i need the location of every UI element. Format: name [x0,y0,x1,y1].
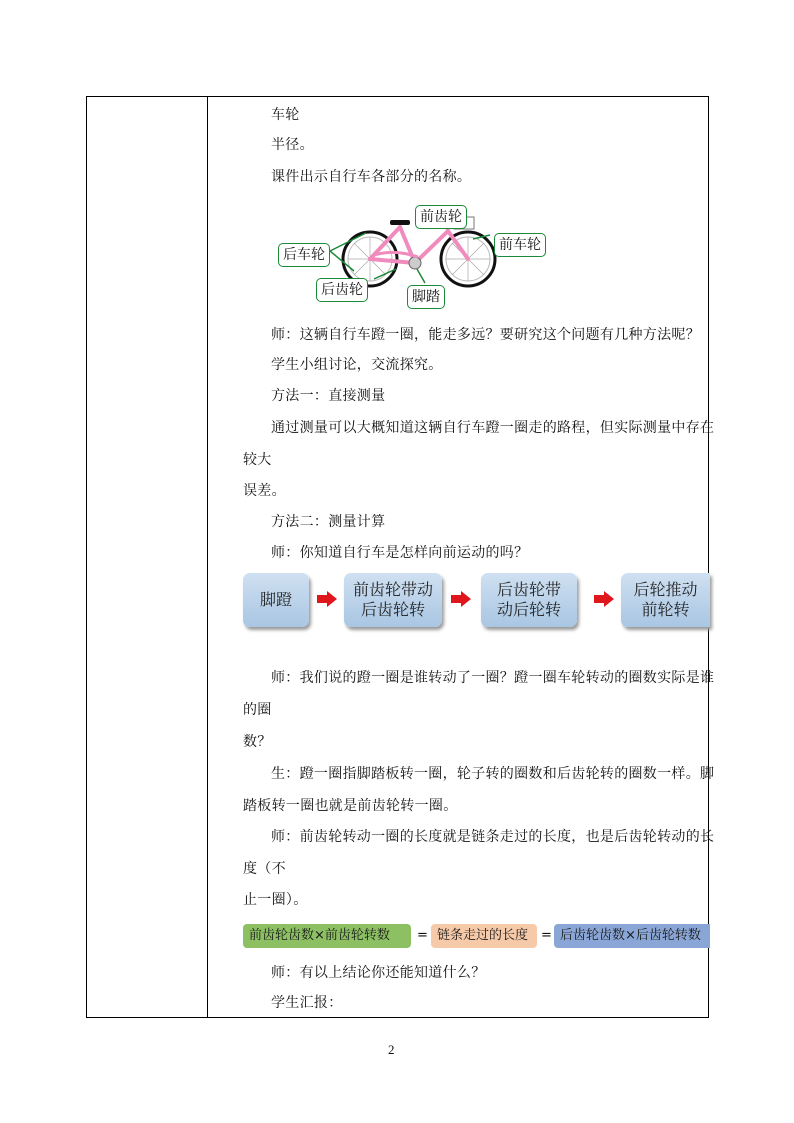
text-line: 师：我们说的蹬一圈是谁转动了一圈？蹬一圈车轮转动的圈数实际是谁 [271,670,715,686]
motion-flow-diagram [243,573,710,629]
arrow-right-icon [317,591,337,607]
text-line: 方法一：直接测量 [271,388,386,404]
equation-right: 后齿轮齿数×后齿轮转数 [554,924,710,948]
equation-middle: 链条走过的长度 [431,924,537,948]
text-line: 师：你知道自行车是怎样向前运动的吗？ [271,545,529,561]
content-cell [208,97,715,1017]
label-rear-wheel: 后车轮 [278,243,330,267]
flow-step-rear-wheel: 后轮推动 前轮转 [621,573,710,627]
text-line: 误差。 [243,483,286,499]
arrow-right-icon [594,591,614,607]
flow-step-rear-gear: 后齿轮带 动后轮转 [481,573,577,627]
text-line: 方法二：测量计算 [271,514,386,530]
equation-bar [243,924,710,950]
text-line: 的圈 [243,702,272,718]
text-line: 数？ [243,734,272,750]
label-rear-gear: 后齿轮 [316,278,368,302]
equals-sign: = [417,928,428,943]
page-number: 2 [388,1042,395,1057]
text-line: 半径。 [271,137,314,153]
text-line: 生：蹬一圈指脚踏板转一圈，轮子转的圈数和后齿轮转的圈数一样。脚 [271,766,715,782]
flow-step-pedal: 脚蹬 [243,573,309,627]
text-line: 师：有以上结论你还能知道什么？ [271,965,486,981]
flow-step-front-gear: 前齿轮带动 后齿轮转 [344,573,442,627]
text-line: 通过测量可以大概知道这辆自行车蹬一圈走的路程，但实际测量中存在 [271,420,715,436]
text-line: 止一圈）。 [243,892,308,908]
text-line: 较大 [243,452,272,468]
label-pedal: 脚踏 [407,285,445,309]
text-line: 师：前齿轮转动一圈的长度就是链条走过的长度，也是后齿轮转动的长 [271,829,715,845]
bicycle-figure [270,197,550,309]
text-line: 学生小组讨论，交流探究。 [271,357,443,373]
text-line: 师：这辆自行车蹬一圈，能走多远？要研究这个问题有几种方法呢？ [271,327,700,343]
text-line: 踏板转一圈也就是前齿轮转一圈。 [243,798,458,814]
label-front-gear: 前齿轮 [415,205,467,229]
text-line: 课件出示自行车各部分的名称。 [271,169,472,185]
text-line: 学生汇报： [271,995,343,1011]
equals-sign: = [541,928,552,943]
text-line: 车轮 [271,107,300,123]
equation-left: 前齿轮齿数×前齿轮转数 [243,924,411,948]
text-line: 度（不 [243,861,286,877]
arrow-right-icon [451,591,471,607]
lesson-table [86,96,715,1018]
label-front-wheel: 前车轮 [494,233,546,257]
